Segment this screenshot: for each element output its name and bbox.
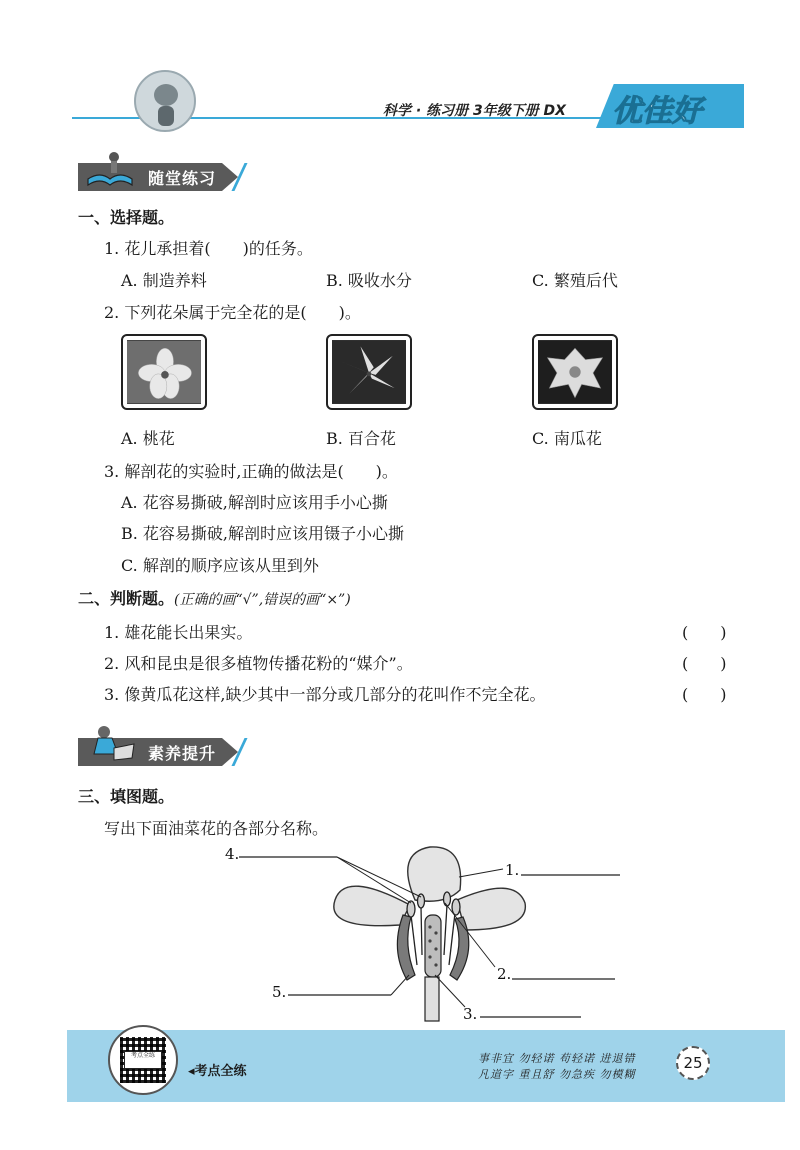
- banner-title: 随堂练习: [148, 169, 217, 188]
- judge-answer-1[interactable]: ( ): [682, 623, 727, 642]
- motto-line-1: 事非宜 勿轻诺 苟轻诺 进退错: [478, 1052, 636, 1065]
- reading-girl-icon: [84, 724, 136, 764]
- section-banner-improve: [78, 738, 238, 766]
- rapeseed-flower-diagram: [225, 845, 645, 1025]
- judge-answer-2[interactable]: ( ): [682, 654, 727, 673]
- page-number: 25: [676, 1046, 710, 1080]
- q2-option-c[interactable]: C. 南瓜花: [532, 429, 602, 448]
- q3-option-c[interactable]: C. 解剖的顺序应该从里到外: [121, 556, 319, 575]
- section-banner-practice: [78, 163, 238, 191]
- brand-logo: 优佳好: [612, 94, 702, 129]
- q3-option-b[interactable]: B. 花容易撕破,解剖时应该用镊子小心撕: [121, 524, 405, 543]
- header-subject: 科学 · 练习册 3年级下册 DX: [383, 103, 566, 119]
- q2-option-b[interactable]: B. 百合花: [326, 429, 396, 448]
- banner-title: 素养提升: [148, 744, 217, 763]
- part3-title: 三、填图题。: [78, 787, 175, 806]
- q1-option-a[interactable]: A. 制造养料: [121, 271, 207, 290]
- label-5: 5.: [272, 983, 287, 1001]
- mascot-icon: [134, 70, 196, 132]
- part3-instruction: 写出下面油菜花的各部分名称。: [104, 819, 329, 838]
- part2-heading: [78, 586, 351, 609]
- motto-line-2: 凡道字 重且舒 勿急疾 勿模糊: [478, 1068, 636, 1081]
- q2-option-a[interactable]: A. 桃花: [121, 429, 175, 448]
- footer-label: ◂考点全练: [188, 1064, 247, 1079]
- q3-option-a[interactable]: A. 花容易撕破,解剖时应该用手小心撕: [121, 493, 388, 512]
- judge-item-3: 3. 像黄瓜花这样,缺少其中一部分或几部分的花叫作不完全花。: [104, 685, 546, 704]
- label-2: 2.: [497, 965, 512, 983]
- label-3: 3.: [463, 1005, 478, 1023]
- q1-stem: 1. 花儿承担着( )的任务。: [104, 239, 313, 258]
- label-4: 4.: [225, 845, 240, 863]
- pumpkin-flower-photo: [532, 334, 618, 410]
- judge-item-1: 1. 雄花能长出果实。: [104, 623, 253, 642]
- part2-title: 二、判断题。: [78, 589, 175, 608]
- part1-title: 一、选择题。: [78, 208, 175, 227]
- qr-code-icon[interactable]: [108, 1025, 178, 1095]
- judge-item-2: 2. 风和昆虫是很多植物传播花粉的“媒介”。: [104, 654, 413, 673]
- q1-option-c[interactable]: C. 繁殖后代: [532, 271, 618, 290]
- part2-note: (正确的画“√”,错误的画“×”): [174, 592, 351, 608]
- q3-stem: 3. 解剖花的实验时,正确的做法是( )。: [104, 462, 398, 481]
- label-1: 1.: [505, 861, 520, 879]
- q1-option-b[interactable]: B. 吸收水分: [326, 271, 412, 290]
- peach-flower-photo: [121, 334, 207, 410]
- qr-tag: 考点全练: [124, 1051, 162, 1069]
- q2-stem: 2. 下列花朵属于完全花的是( )。: [104, 303, 361, 322]
- lily-flower-photo: [326, 334, 412, 410]
- judge-answer-3[interactable]: ( ): [682, 685, 727, 704]
- book-reader-icon: [84, 149, 136, 189]
